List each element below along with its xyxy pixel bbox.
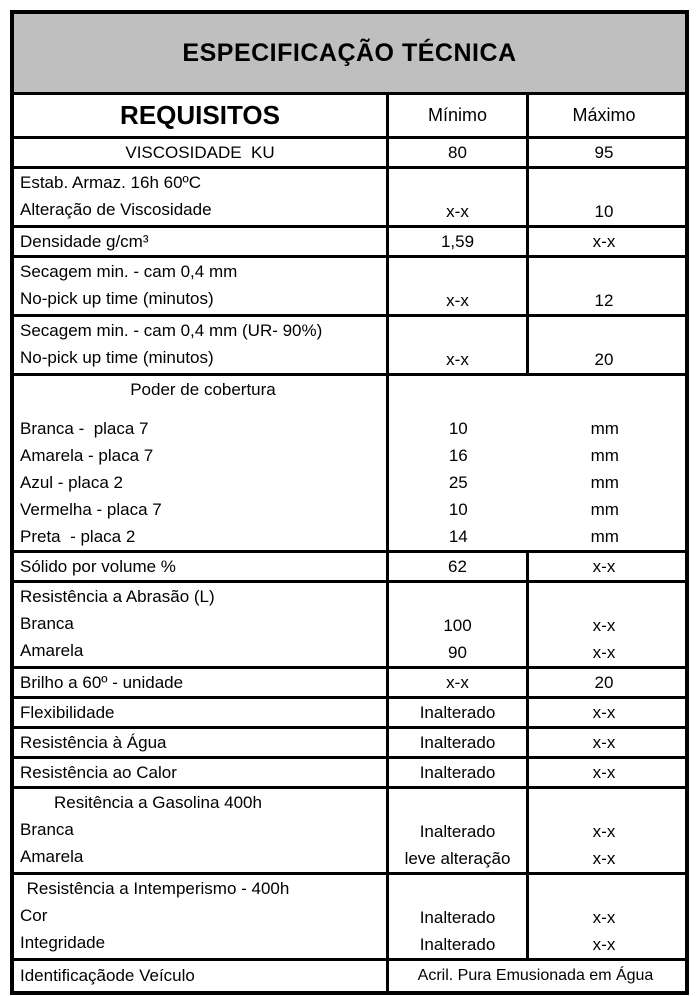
row-label-group: Resistência a Abrasão (L) Branca Amarela	[14, 583, 386, 666]
row-label: Secagem min. - cam 0,4 mm No-pick up time (minutos)	[20, 262, 238, 308]
row-label: Identificaçãode Veículo	[20, 966, 195, 985]
table-row-densidade	[14, 228, 685, 258]
table-row-identificacao	[14, 961, 685, 991]
min-value: Inalterado	[386, 699, 526, 726]
row-label: Flexibilidade	[20, 703, 115, 722]
row-label: Resistência à Água	[20, 733, 167, 752]
group-header: Poder de cobertura	[130, 380, 276, 399]
merged-value-cell: Acril. Pura Emusionada em Água	[386, 961, 682, 991]
table-row-gasolina	[14, 789, 685, 875]
row-label: Resistência ao Calor	[20, 763, 177, 782]
min-value: x-x	[386, 258, 526, 314]
max-value: 20	[526, 317, 679, 373]
table-row-calor	[14, 759, 685, 789]
max-value: 20	[526, 669, 679, 696]
max-value: x-x	[526, 699, 679, 726]
min-value: Inalterado leve alteração	[386, 789, 526, 872]
header-maximo: Máximo	[526, 95, 679, 136]
table-row-flexibilidade	[14, 699, 685, 729]
max-value: mm	[590, 473, 619, 492]
max-value: x-x	[526, 729, 679, 756]
column-header-row	[14, 95, 685, 139]
spec-table	[10, 10, 689, 995]
header-minimo: Mínimo	[386, 95, 526, 136]
min-value: Inalterado	[386, 759, 526, 786]
min-value: 10	[448, 419, 468, 438]
row-label: Estab. Armaz. 16h 60ºC Alteração de Viscosidade	[20, 173, 212, 219]
row-label-group: Resitência a Gasolina 400h Branca Amarela	[14, 789, 386, 872]
table-row-poder-cobertura	[14, 376, 685, 553]
row-label: Secagem min. - cam 0,4 mm (UR- 90%) No-pick up time (minutos)	[20, 321, 323, 367]
max-value: 10	[526, 169, 679, 225]
max-value: 12	[526, 258, 679, 314]
page-title: ESPECIFICAÇÃO TÉCNICA	[182, 39, 517, 67]
row-label: VISCOSIDADE KU	[125, 143, 275, 162]
min-value: 100 90	[386, 583, 526, 666]
table-row-secagem-2	[14, 317, 685, 376]
table-title-bar	[14, 14, 685, 95]
row-label-group: Poder de cobertura Branca - placa 7 Amarela - placa 7 Azul - placa 2 Vermelha - placa 7 Preta - placa 2	[14, 376, 386, 550]
max-value: 95	[526, 139, 679, 166]
min-value: 1,59	[386, 228, 526, 255]
min-value: 62	[386, 553, 526, 580]
max-value: x-x	[526, 759, 679, 786]
max-value: mm	[590, 527, 619, 546]
table-row-brilho	[14, 669, 685, 699]
min-value: 14	[448, 527, 468, 546]
table-row-solido	[14, 553, 685, 583]
row-label-group: Resistência a Intemperismo - 400h Cor Integridade	[14, 875, 386, 958]
row-label: Densidade g/cm³	[20, 232, 149, 251]
min-value: x-x	[386, 669, 526, 696]
max-value: x-x x-x	[526, 583, 679, 666]
max-value: mm	[590, 419, 619, 438]
min-value: 80	[386, 139, 526, 166]
group-header: Resitência a Gasolina 400h	[54, 793, 262, 812]
min-value: x-x	[386, 317, 526, 373]
merged-value-cell	[386, 376, 682, 550]
min-value: 25	[448, 473, 468, 492]
row-label: Brilho a 60º - unidade	[20, 673, 184, 692]
group-header: Resistência a Intemperismo - 400h	[26, 879, 290, 898]
table-row-intemperismo	[14, 875, 685, 961]
table-row-secagem-1	[14, 258, 685, 317]
max-value: x-x x-x	[526, 875, 679, 958]
min-value: x-x	[386, 169, 526, 225]
min-value: 16	[448, 446, 468, 465]
table-row-agua	[14, 729, 685, 759]
max-value: mm	[590, 500, 619, 519]
table-row-viscosidade	[14, 139, 685, 169]
table-row-estab-armaz	[14, 169, 685, 228]
table-row-abrasao	[14, 583, 685, 669]
max-value: x-x	[526, 228, 679, 255]
header-requisitos: REQUISITOS	[120, 100, 280, 130]
row-label: Sólido por volume %	[20, 557, 176, 576]
group-header: Resistência a Abrasão (L)	[20, 587, 215, 606]
max-value: mm	[590, 446, 619, 465]
min-value: 10	[448, 500, 468, 519]
min-value: Inalterado	[386, 729, 526, 756]
min-value: Inalterado Inalterado	[386, 875, 526, 958]
max-value: x-x	[526, 553, 679, 580]
max-value: x-x x-x	[526, 789, 679, 872]
